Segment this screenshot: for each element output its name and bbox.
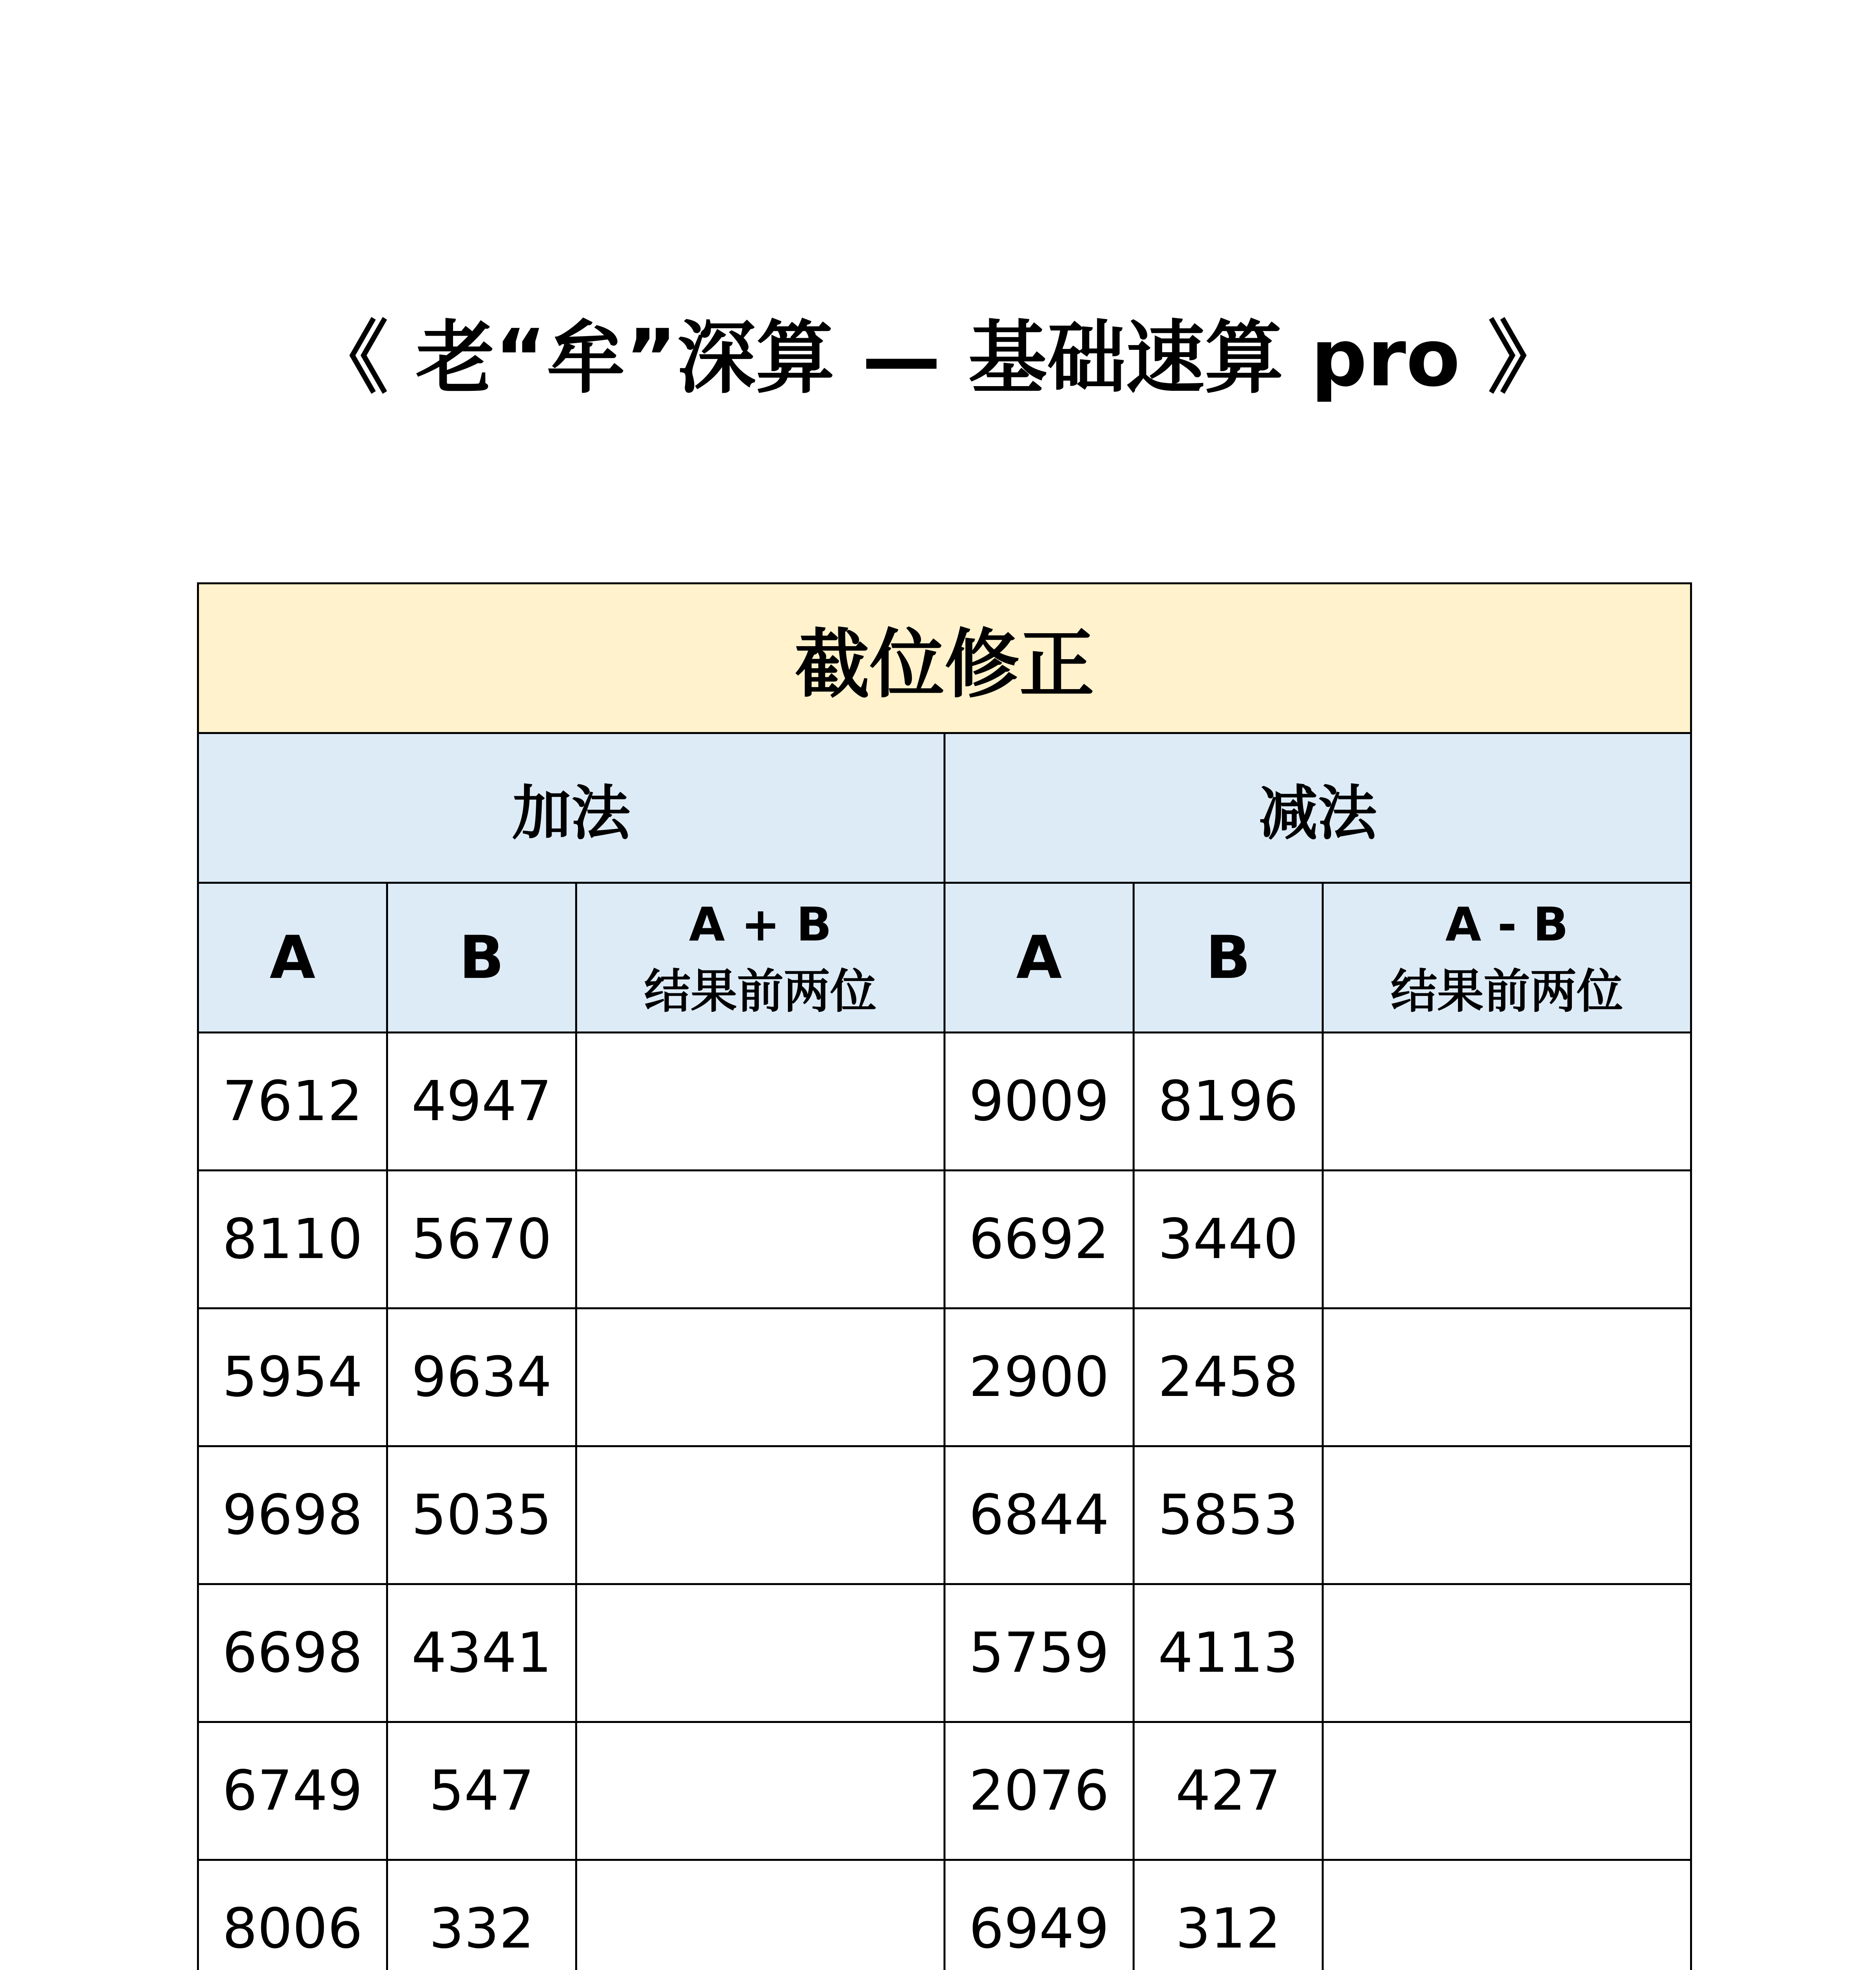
sub-b-cell: 4113 — [1134, 1584, 1323, 1722]
add-answer-cell[interactable] — [576, 1033, 945, 1171]
sub-answer-cell[interactable] — [1323, 1584, 1691, 1722]
add-answer-cell[interactable] — [576, 1584, 945, 1722]
section-row — [198, 733, 1691, 883]
add-b-cell: 547 — [387, 1722, 576, 1860]
add-answer-cell[interactable] — [576, 1860, 945, 1970]
table-row — [198, 1308, 1691, 1446]
sub-answer-cell[interactable] — [1323, 1446, 1691, 1584]
sub-answer-cell[interactable] — [1323, 1171, 1691, 1308]
table-banner: 截位修正 — [198, 584, 1691, 733]
add-a-cell: 9698 — [198, 1446, 387, 1584]
add-b-cell: 332 — [387, 1860, 576, 1970]
sub-b-cell: 2458 — [1134, 1308, 1323, 1446]
table-row — [198, 1446, 1691, 1584]
section-subtraction: 减法 — [945, 733, 1691, 883]
sub-result-formula: A - B — [1445, 897, 1569, 952]
sub-b-cell: 312 — [1134, 1860, 1323, 1970]
sub-answer-cell[interactable] — [1323, 1860, 1691, 1970]
sub-col-result-header — [1323, 883, 1691, 1033]
add-col-a-header: A — [198, 883, 387, 1033]
page-title: 《 老“牟”深算 — 基础速算 pro 》 — [309, 312, 1567, 404]
add-b-cell: 5035 — [387, 1446, 576, 1584]
sub-col-a-header: A — [945, 883, 1134, 1033]
practice-table — [197, 582, 1692, 1970]
sub-b-cell: 5853 — [1134, 1446, 1323, 1584]
sub-a-cell: 6844 — [945, 1446, 1134, 1584]
column-header-row — [198, 883, 1691, 1033]
add-answer-cell[interactable] — [576, 1171, 945, 1308]
sub-answer-cell[interactable] — [1323, 1033, 1691, 1171]
table-row — [198, 1860, 1691, 1970]
add-a-cell: 5954 — [198, 1308, 387, 1446]
sub-b-cell: 8196 — [1134, 1033, 1323, 1171]
add-result-formula: A + B — [689, 897, 832, 952]
sub-a-cell: 6949 — [945, 1860, 1134, 1970]
sub-a-cell: 9009 — [945, 1033, 1134, 1171]
sub-result-caption: 结果前两位 — [1391, 964, 1623, 1018]
add-a-cell: 6698 — [198, 1584, 387, 1722]
sub-a-cell: 2076 — [945, 1722, 1134, 1860]
add-answer-cell[interactable] — [576, 1722, 945, 1860]
sub-a-cell: 5759 — [945, 1584, 1134, 1722]
table-row — [198, 1171, 1691, 1308]
add-a-cell: 8110 — [198, 1171, 387, 1308]
add-col-result-header — [576, 883, 945, 1033]
section-addition: 加法 — [198, 733, 945, 883]
add-b-cell: 5670 — [387, 1171, 576, 1308]
banner-row — [198, 584, 1691, 733]
add-answer-cell[interactable] — [576, 1308, 945, 1446]
add-col-b-header: B — [387, 883, 576, 1033]
add-a-cell: 8006 — [198, 1860, 387, 1970]
sub-col-b-header: B — [1134, 883, 1323, 1033]
sub-answer-cell[interactable] — [1323, 1308, 1691, 1446]
add-b-cell: 9634 — [387, 1308, 576, 1446]
table-row — [198, 1033, 1691, 1171]
sub-a-cell: 6692 — [945, 1171, 1134, 1308]
add-result-caption: 结果前两位 — [644, 964, 877, 1018]
add-a-cell: 6749 — [198, 1722, 387, 1860]
table-row — [198, 1722, 1691, 1860]
sub-a-cell: 2900 — [945, 1308, 1134, 1446]
sub-b-cell: 427 — [1134, 1722, 1323, 1860]
sub-answer-cell[interactable] — [1323, 1722, 1691, 1860]
add-b-cell: 4947 — [387, 1033, 576, 1171]
sub-b-cell: 3440 — [1134, 1171, 1323, 1308]
add-a-cell: 7612 — [198, 1033, 387, 1171]
add-b-cell: 4341 — [387, 1584, 576, 1722]
add-answer-cell[interactable] — [576, 1446, 945, 1584]
table-row — [198, 1584, 1691, 1722]
